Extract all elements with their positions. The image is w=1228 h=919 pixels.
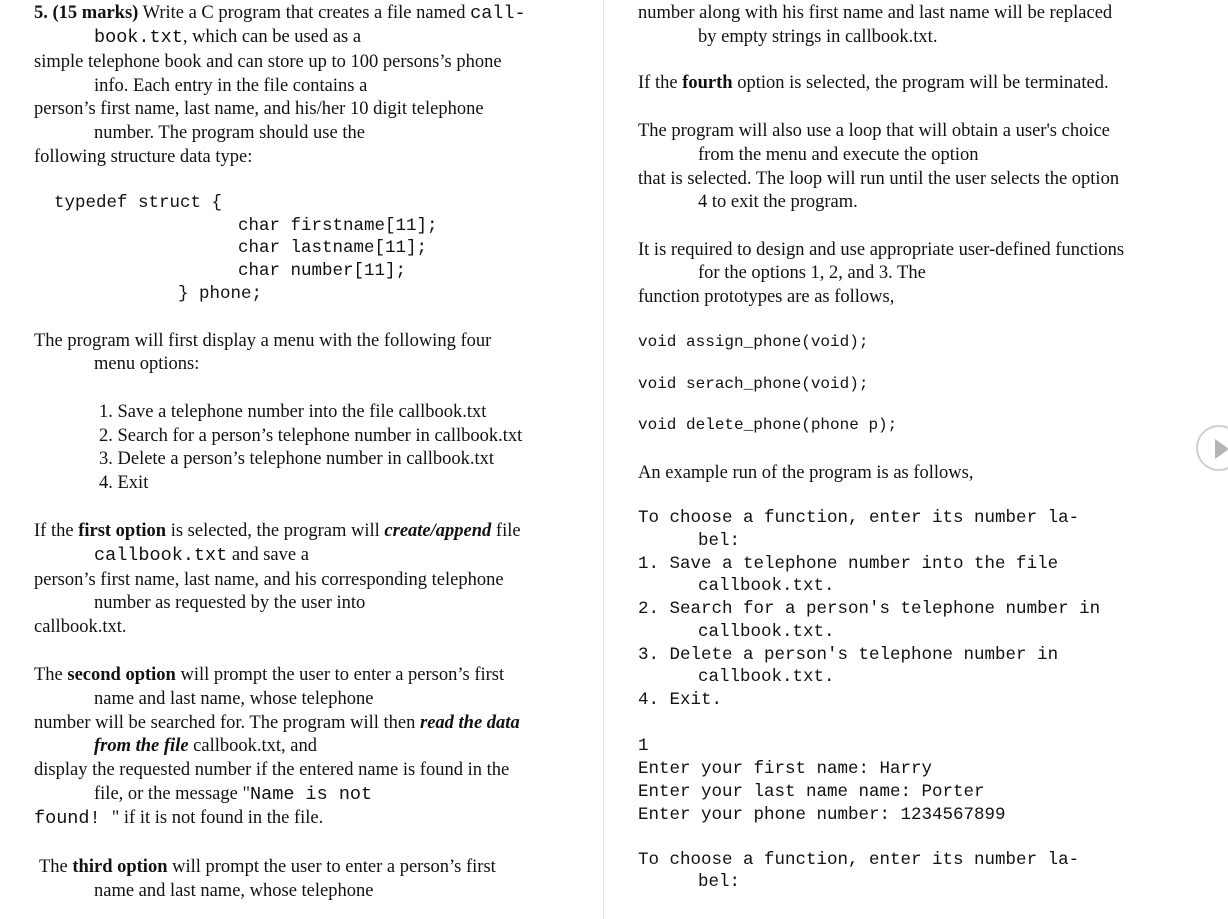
- example-run-line: 4. Exit.: [638, 690, 723, 710]
- question-intro-line-1: [34, 2, 526, 25]
- functions-line-2: for the options 1, 2, and 3. The: [698, 263, 926, 283]
- emphasis: create/append: [384, 521, 492, 541]
- option3-continued-line-1: number along with his first name and last name will be replaced: [638, 3, 1113, 23]
- example-run-line: 1. Save a telephone number into the file: [638, 554, 1059, 574]
- option2-line-2: name and last name, whose telephone: [94, 689, 374, 709]
- menu-intro-line-2: menu options:: [94, 354, 200, 374]
- text: The: [34, 665, 68, 685]
- struct-code-line: char number[11];: [238, 261, 407, 281]
- function-prototype: void assign_phone(void);: [638, 333, 869, 351]
- option2-line-4: [94, 735, 317, 758]
- function-prototype: void serach_phone(void);: [638, 375, 869, 393]
- example-run-line: To choose a function, enter its number la-: [638, 508, 1080, 528]
- option4-line: [638, 72, 1109, 95]
- text: callbook.txt, and: [188, 736, 317, 756]
- option3-continued-line-2: by empty strings in callbook.txt.: [698, 27, 938, 47]
- example-run-line: Enter your phone number: 1234567899: [638, 805, 1006, 825]
- column-divider: [603, 0, 604, 919]
- question-number: 5. (15 marks): [34, 3, 139, 23]
- emphasis: read the data: [420, 713, 520, 733]
- menu-option: 3. Delete a person’s telephone number in callbook.txt: [99, 449, 495, 469]
- text: file: [491, 521, 521, 541]
- code-filename: callbook.txt: [94, 545, 228, 566]
- text: If the: [34, 521, 79, 541]
- code-filename: book.txt: [94, 27, 183, 48]
- question-intro-line-4: info. Each entry in the file contains a: [94, 76, 368, 96]
- example-run-line: 2. Search for a person's telephone number in: [638, 599, 1101, 619]
- emphasis: first option: [78, 521, 167, 541]
- option2-line-5: display the requested number if the entered name is found in the: [34, 760, 510, 780]
- text: option is selected, the program will be terminated.: [732, 73, 1109, 93]
- menu-option: 1. Save a telephone number into the file callbook.txt: [99, 402, 487, 422]
- text: " if it is not found in the file.: [111, 808, 324, 828]
- emphasis: fourth: [682, 73, 733, 93]
- struct-code-line: char lastname[11];: [238, 238, 428, 258]
- option3-line-1: [39, 856, 496, 879]
- loop-line-1: The program will also use a loop that will obtain a user's choice: [638, 121, 1110, 141]
- text: file, or the message ": [94, 784, 251, 804]
- text: If the: [638, 73, 683, 93]
- menu-option: 2. Search for a person’s telephone number in callbook.txt: [99, 426, 523, 446]
- example-run-line: callbook.txt.: [698, 622, 835, 642]
- menu-option: 4. Exit: [99, 473, 149, 493]
- example-run-line: To choose a function, enter its number la-: [638, 850, 1080, 870]
- text: will prompt the user to enter a person’s first: [175, 665, 505, 685]
- struct-code-line: char firstname[11];: [238, 216, 438, 236]
- intro-text: , which can be used as a: [182, 27, 362, 47]
- question-intro-line-3: simple telephone book and can store up to 100 persons’s phone: [34, 52, 502, 72]
- example-run-line: Enter your first name: Harry: [638, 759, 933, 779]
- option3-line-2: name and last name, whose telephone: [94, 881, 374, 901]
- example-run-line: 3. Delete a person's telephone number in: [638, 645, 1059, 665]
- example-run-line: bel:: [698, 531, 741, 551]
- intro-text: Write a C program that creates a file named: [138, 3, 471, 23]
- question-intro-line-7: following structure data type:: [34, 147, 253, 167]
- text: is selected, the program will: [166, 521, 385, 541]
- option2-line-6: [94, 783, 372, 806]
- function-prototype: void delete_phone(phone p);: [638, 416, 898, 434]
- loop-line-4: 4 to exit the program.: [698, 192, 858, 212]
- emphasis: from the file: [94, 736, 189, 756]
- option1-line-4: number as requested by the user into: [94, 593, 366, 613]
- question-intro-line-6: number. The program should use the: [94, 123, 365, 143]
- text: The: [39, 857, 73, 877]
- question-intro-line-2: [94, 26, 361, 49]
- functions-line-3: function prototypes are as follows,: [638, 287, 895, 307]
- option1-line-2: [94, 544, 309, 567]
- code-message: found!: [34, 808, 112, 829]
- example-run-line: callbook.txt.: [698, 576, 835, 596]
- functions-line-1: It is required to design and use appropriate user-defined functions: [638, 240, 1125, 260]
- text: will prompt the user to enter a person’s first: [167, 857, 496, 877]
- option1-line-1: [34, 520, 521, 543]
- struct-code-line: } phone;: [178, 284, 263, 304]
- play-icon: [1213, 437, 1228, 461]
- emphasis: third option: [72, 857, 168, 877]
- emphasis: second option: [67, 665, 176, 685]
- text: number will be searched for. The program will then: [34, 713, 420, 733]
- loop-line-3: that is selected. The loop will run until the user selects the option: [638, 169, 1120, 189]
- loop-line-2: from the menu and execute the option: [698, 145, 979, 165]
- code-message: Name is not: [250, 784, 373, 805]
- example-intro: An example run of the program is as follows,: [638, 463, 974, 483]
- question-intro-line-5: person’s first name, last name, and his/her 10 digit telephone: [34, 99, 484, 119]
- example-run-line: callbook.txt.: [698, 667, 835, 687]
- example-run-line: bel:: [698, 872, 741, 892]
- code-filename: call-: [470, 3, 526, 24]
- struct-code-line: typedef struct {: [54, 193, 223, 213]
- option2-line-7: [34, 807, 323, 830]
- option1-line-5: callbook.txt.: [34, 617, 127, 637]
- play-button[interactable]: [1196, 425, 1228, 471]
- example-run-line: Enter your last name name: Porter: [638, 782, 985, 802]
- example-run-line: 1: [638, 736, 649, 756]
- text: and save a: [227, 545, 309, 565]
- option1-line-3: person’s first name, last name, and his corresponding telephone: [34, 570, 504, 590]
- option2-line-1: [34, 664, 504, 687]
- option2-line-3: [34, 712, 520, 735]
- menu-intro-line-1: The program will first display a menu with the following four: [34, 331, 492, 351]
